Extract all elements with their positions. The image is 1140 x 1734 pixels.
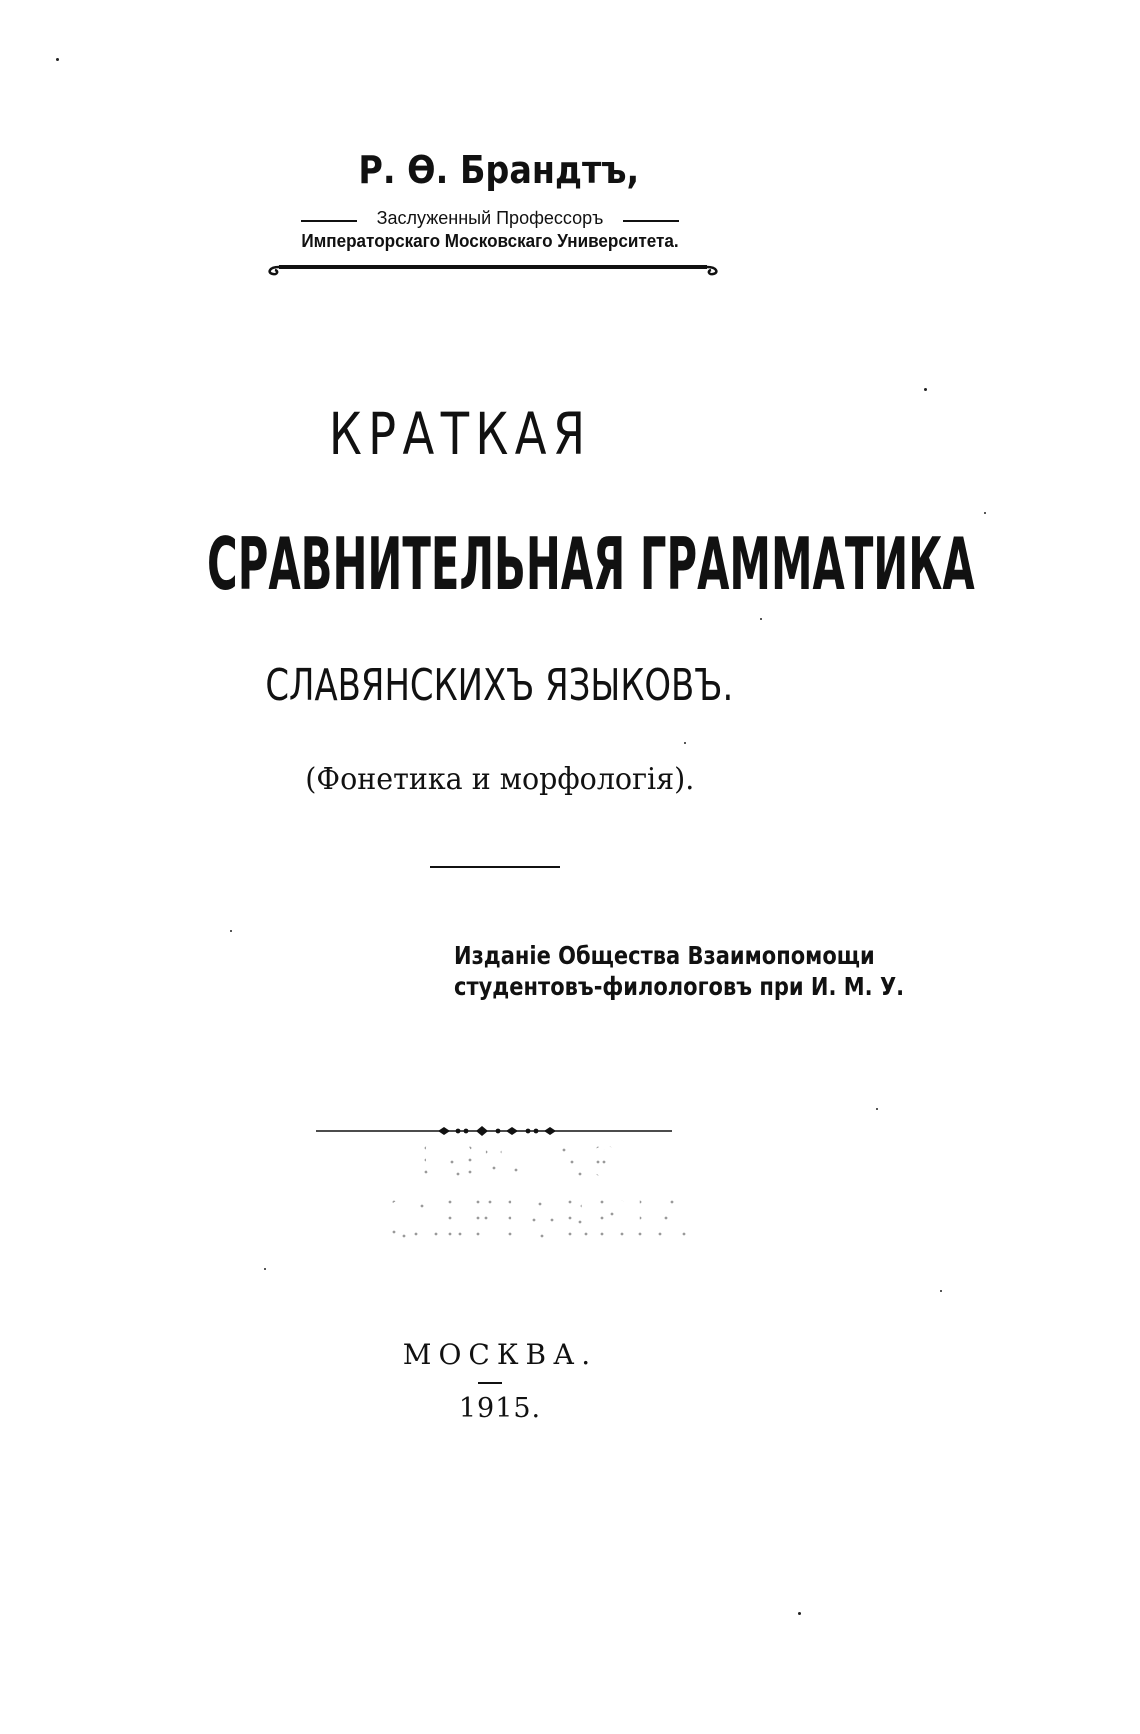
author-role: Заслуженный Профессоръ [376, 208, 604, 228]
scan-speck [924, 388, 927, 391]
scan-speck [230, 930, 232, 932]
imprint-dash [478, 1382, 502, 1384]
scan-speck [798, 1612, 801, 1615]
stamp-line-1: UNIV. OF [422, 1140, 660, 1186]
imprint-place: МОСКВА. [402, 1338, 598, 1371]
role-rule-right [623, 220, 679, 222]
scan-speck [684, 742, 686, 744]
stamp-line-2: CALIFORNIA [386, 1194, 707, 1240]
ornamental-rule [265, 258, 721, 278]
library-stamp [386, 1140, 707, 1252]
dotted-ornament [316, 1124, 672, 1138]
author-affiliation: Императорскаго Московскаго Университета. [301, 231, 679, 251]
short-divider [430, 866, 560, 868]
subtitle: (Фонетика и морфологія). [305, 762, 695, 797]
scan-speck [264, 1268, 266, 1270]
scan-speck [940, 1290, 942, 1292]
scan-speck [56, 58, 59, 61]
scan-speck [876, 1108, 878, 1110]
author-role-row [301, 208, 679, 232]
publisher-line-1: Изданіе Общества Взаимопомощи [454, 941, 875, 970]
scan-speck [760, 618, 762, 620]
title-line-2: СРАВНИТЕЛЬНАЯ ГРАММАТИКА [207, 522, 975, 606]
imprint-year: 1915. [458, 1393, 542, 1424]
scan-speck [984, 512, 986, 514]
title-line-3: СЛАВЯНСКИХЪ ЯЗЫКОВЪ. [265, 660, 734, 711]
role-rule-left [301, 220, 357, 222]
publisher-line-2: студентовъ-филологовъ при И. М. У. [454, 972, 905, 1001]
author-name: Р. Ѳ. Брандтъ, [358, 148, 640, 192]
title-line-1: КРАТКАЯ [328, 400, 592, 468]
